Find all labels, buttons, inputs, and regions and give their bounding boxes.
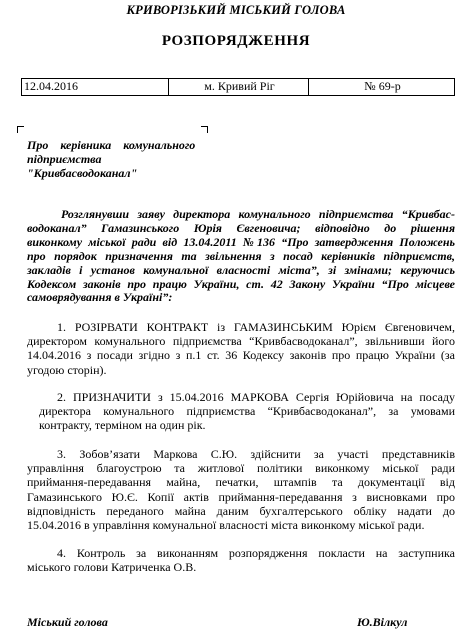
preamble-line: виконкому міської ради від 13.04.2011 №136 “Про затвердження Положень <box>27 234 455 249</box>
subject-line: Про керівника комунального <box>27 138 196 152</box>
point-line: приймання-передавання майна, печатки, штампів та документації від <box>27 475 455 490</box>
point-line: директором комунального підприємства “Кривбасводоканал”, звільнивши його <box>27 334 455 349</box>
point-line: 4. Контроль за виконанням розпорядження покласти на заступника <box>57 546 455 560</box>
document-header-mayor: КРИВОРІЗЬКИЙ МІСЬКИЙ ГОЛОВА <box>126 3 346 17</box>
order-city: м. Кривий Ріг <box>169 79 309 95</box>
order-number: № 69-р <box>364 79 401 93</box>
preamble-line: Розглянувши заяву директора комунального підприємства “Кривбас- <box>61 207 455 221</box>
order-meta-table <box>21 78 455 96</box>
preamble-line: водоканал” Гамазинського Юрія Євгеновича; відповідно до рішення <box>27 220 455 235</box>
order-preamble <box>27 208 455 305</box>
preamble-line: закладів і установ комунальної власності міста”, зі змінами; керуючись <box>27 262 455 277</box>
point-line: 1. РОЗІРВАТИ КОНТРАКТ із ГАМАЗИНСЬКИМ Юрієм Євгеновичем, <box>57 320 455 334</box>
point-line: угодою сторін). <box>27 362 107 377</box>
subject-line: "Кривбасводоканал" <box>27 166 138 180</box>
point-line: контракту, терміном на один рік. <box>39 418 206 433</box>
point-line: директора комунального підприємства “Кривбасводоканал”, за умовами <box>39 404 455 419</box>
order-point-1 <box>27 320 455 377</box>
point-line: міського голови Катриченка О.В. <box>27 560 197 575</box>
order-subject <box>27 138 227 180</box>
point-line: Гамазинського Ю.Є. Копії актів приймання-передавання з висновками про <box>27 489 455 504</box>
preamble-line: Кодексом законів про працю України, ст. 42 Закону України “Про місцеве <box>27 276 455 291</box>
order-date: 12.04.2016 <box>22 79 169 95</box>
subject-bracket-right <box>201 126 208 133</box>
order-point-4 <box>27 546 455 574</box>
point-line: 14.04.2016 з посади згідно з п.1 ст. 36 Кодексу законів про працю України (за <box>27 348 455 363</box>
point-line: відповідність переданого майна даним бухгалтерського обліку надати до <box>27 503 455 518</box>
subject-line: підприємства <box>27 152 102 166</box>
point-line: 2. ПРИЗНАЧИТИ з 15.04.2016 МАРКОВА Сергія Юрійовича на посаду <box>57 390 455 404</box>
point-line: 3. Зобов’язати Маркова С.Ю. здійснити за участі представників <box>57 447 455 461</box>
document-title: РОЗПОРЯДЖЕННЯ <box>161 33 311 49</box>
point-line: 15.04.2016 в управління комунальної власності міста виконкому міської ради. <box>27 518 425 533</box>
order-point-3 <box>27 447 455 532</box>
order-point-2 <box>27 390 455 433</box>
point-line: управління благоустрою та житлової політики виконкому міської ради <box>27 461 455 476</box>
signature-name: Ю.Вілкул <box>357 615 408 629</box>
preamble-line: самоврядування в Україні”: <box>27 290 173 305</box>
signature-title: Міський голова <box>27 615 108 629</box>
preamble-line: про порядок призначення та звільнення з посад керівників підприємств, <box>27 248 455 263</box>
subject-bracket-left <box>17 126 24 133</box>
